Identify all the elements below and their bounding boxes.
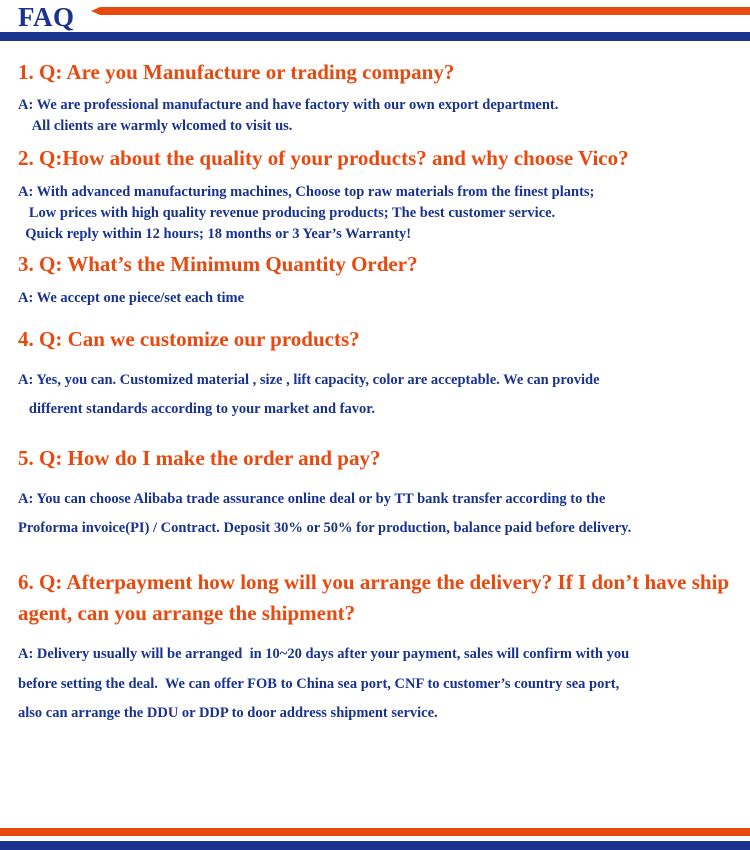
faq-question-1: 1. Q: Are you Manufacture or trading company?	[18, 60, 455, 84]
faq-answer-line: A: We accept one piece/set each time	[18, 290, 245, 307]
faq-list	[0, 46, 750, 816]
faq-answer-6	[18, 640, 736, 729]
faq-item-5	[18, 446, 736, 543]
header-accent-bar-blue	[0, 32, 750, 41]
faq-answer-line: A: With advanced manufacturing machines, Choose top raw materials from the finest plants;	[18, 184, 595, 201]
faq-answer-line: A: Yes, you can. Customized material , size , lift capacity, color are acceptable. We can provide	[18, 372, 600, 389]
faq-item-2	[18, 146, 736, 245]
faq-answer-line: Quick reply within 12 hours; 18 months or 3 Year’s Warranty!	[18, 226, 412, 243]
faq-answer-line: also can arrange the DDU or DDP to door address shipment service.	[18, 705, 438, 722]
faq-question-4: 4. Q: Can we customize our products?	[18, 327, 360, 352]
faq-answer-4	[18, 366, 736, 424]
faq-answer-line: Low prices with high quality revenue producing products; The best customer service.	[18, 205, 556, 222]
faq-item-3	[18, 252, 736, 307]
faq-question-6: 6. Q: Afterpayment how long will you arrange the delivery? If I don’t have ship agent, can you arrange the shipment?	[18, 570, 730, 625]
faq-answer-line: different standards according to your market and favor.	[18, 401, 375, 418]
faq-question-3: 3. Q: What’s the Minimum Quantity Order?	[18, 252, 418, 277]
faq-answer-5	[18, 485, 736, 543]
faq-answer-2	[18, 182, 736, 245]
faq-answer-line: Proforma invoice(PI) / Contract. Deposit 30% or 50% for production, balance paid before delivery.	[18, 520, 632, 537]
faq-answer-line: before setting the deal. We can offer FOB to China sea port, CNF to customer’s country sea port,	[18, 675, 620, 692]
faq-answer-1	[18, 95, 736, 137]
faq-answer-3	[18, 290, 736, 307]
faq-item-6	[18, 567, 736, 729]
faq-answer-line: A: You can choose Alibaba trade assurance online deal or by TT bank transfer according to the	[18, 491, 606, 508]
footer-accent-bar-blue	[0, 841, 750, 850]
faq-answer-line: A: Delivery usually will be arranged in 10~20 days after your payment, sales will confirm with you	[18, 645, 630, 662]
faq-item-4	[18, 327, 736, 424]
faq-answer-line: All clients are warmly wlcomed to visit us.	[18, 118, 293, 135]
footer-accent-bar-orange	[0, 828, 750, 836]
page-title: FAQ	[18, 2, 75, 32]
page-header	[0, 0, 750, 46]
faq-question-5: 5. Q: How do I make the order and pay?	[18, 446, 381, 471]
faq-answer-line: A: We are professional manufacture and have factory with our own export department.	[18, 97, 559, 113]
faq-question-2: 2. Q:How about the quality of your products? and why choose Vico?	[18, 146, 629, 171]
header-accent-bar-orange	[100, 7, 750, 15]
faq-item-1	[18, 60, 736, 137]
